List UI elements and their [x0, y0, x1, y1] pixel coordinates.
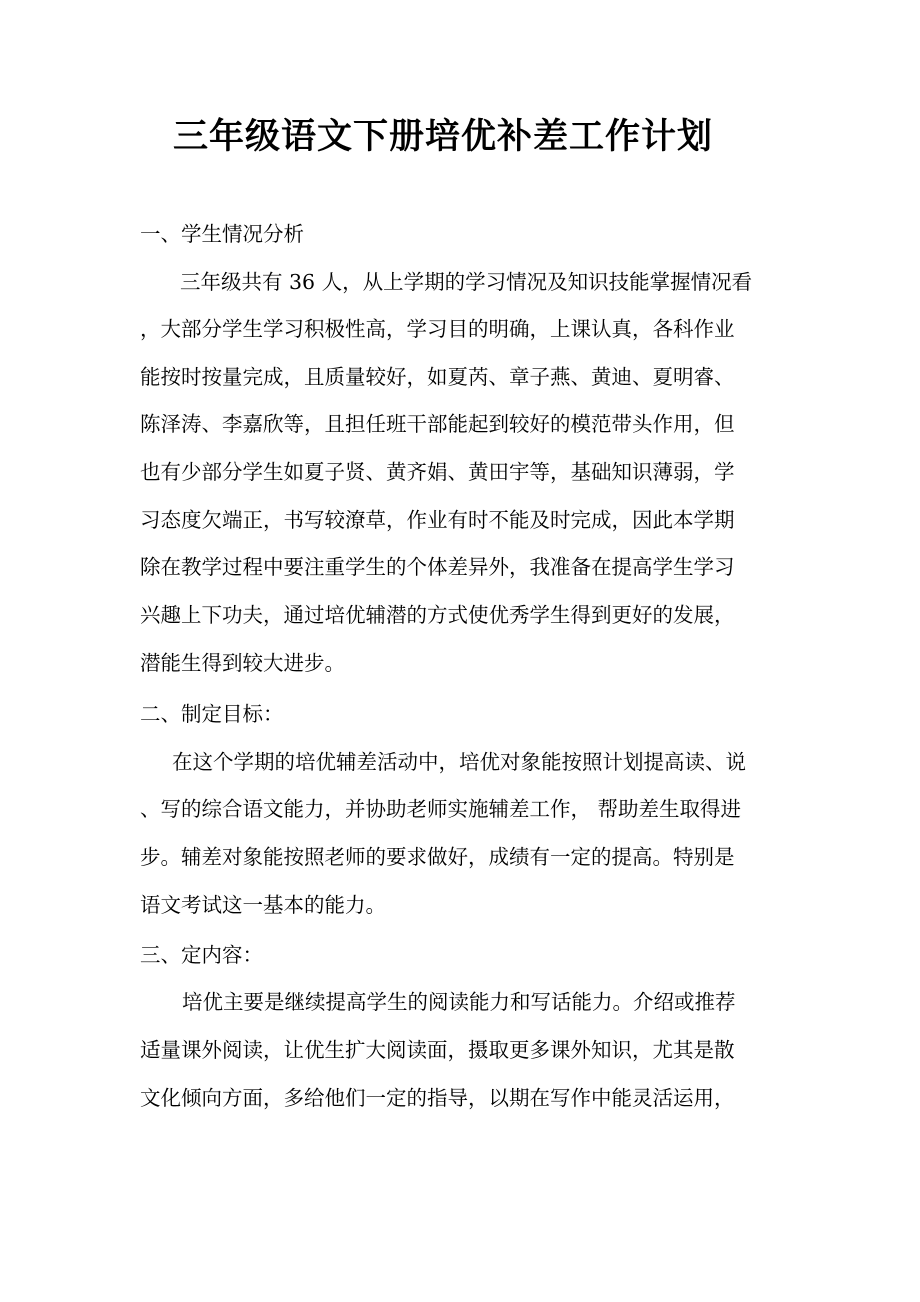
paragraph-line: 习态度欠端正，书写较潦草，作业有时不能及时完成，因此本学期	[140, 508, 735, 532]
paragraph-line: 、写的综合语文能力，并协助老师实施辅差工作， 帮助差生取得进	[140, 797, 742, 821]
paragraph-line: 陈泽涛、李嘉欣等，且担任班干部能起到较好的模范带头作用，但	[140, 412, 735, 436]
section-heading-2: 二、制定目标：	[140, 702, 284, 726]
document-title: 三年级语文下册培优补差工作计划	[172, 116, 713, 157]
paragraph-line: 除在教学过程中要注重学生的个体差异外，我准备在提高学生学习	[140, 555, 735, 579]
paragraph-line: 步。辅差对象能按照老师的要求做好，成绩有一定的提高。特别是	[140, 845, 735, 869]
paragraph-line: 语文考试这一基本的能力。	[140, 893, 386, 917]
paragraph-line: 也有少部分学生如夏子贤、黄齐娟、黄田宇等，基础知识薄弱，学	[140, 460, 735, 484]
paragraph-line: 在这个学期的培优辅差活动中，培优对象能按照计划提高读、说	[172, 750, 746, 774]
paragraph-line: 三年级共有 36 人，从上学期的学习情况及知识技能掌握情况看	[180, 270, 753, 294]
paragraph-line: 兴趣上下功夫，通过培优辅潜的方式使优秀学生得到更好的发展，	[140, 603, 735, 627]
paragraph-line: 潜能生得到较大进步。	[140, 651, 345, 675]
paragraph-line: 能按时按量完成，且质量较好，如夏芮、章子燕、黄迪、夏明睿、	[140, 365, 735, 389]
section-heading-3: 三、定内容：	[140, 943, 263, 967]
paragraph-line: ，大部分学生学习积极性高，学习目的明确，上课认真，各科作业	[140, 317, 735, 341]
paragraph-line: 培优主要是继续提高学生的阅读能力和写话能力。介绍或推荐	[182, 990, 736, 1014]
section-heading-1: 一、学生情况分析	[140, 222, 304, 246]
paragraph-line: 适量课外阅读，让优生扩大阅读面，摄取更多课外知识，尤其是散	[140, 1038, 735, 1062]
paragraph-line: 文化倾向方面，多给他们一定的指导，以期在写作中能灵活运用，	[140, 1086, 735, 1110]
